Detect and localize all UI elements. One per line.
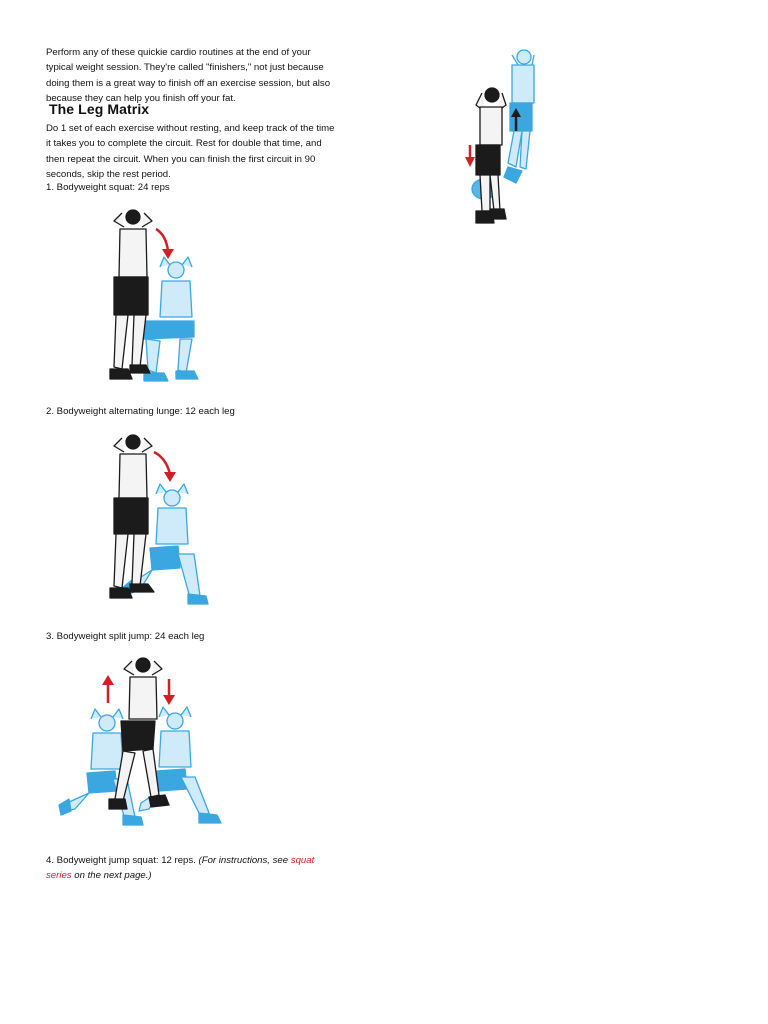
exercise-4-note-suffix: on the next page.) xyxy=(74,870,152,882)
down-arrow-icon xyxy=(154,452,170,474)
exercise-4-note: (For instructions, see xyxy=(198,855,289,866)
down-arrow-icon xyxy=(156,229,168,251)
blue-figure xyxy=(144,257,198,381)
exercise-2-label: 2. Bodyweight alternating lunge: 12 each leg xyxy=(46,406,235,417)
intro-paragraph xyxy=(46,45,366,106)
squat-series-link[interactable]: series xyxy=(46,870,72,882)
dark-figure xyxy=(476,88,506,223)
instructions-line: then repeat the circuit. When you can finish the first circuit in 90 xyxy=(46,153,316,165)
split-jump-illustration xyxy=(55,655,235,835)
lunge-illustration xyxy=(100,430,220,610)
squat-illustration xyxy=(100,205,210,390)
squat-series-link[interactable]: squat xyxy=(290,855,315,866)
dark-figure xyxy=(110,210,152,379)
exercise-4-text: 4. Bodyweight jump squat: 12 reps. xyxy=(46,855,196,866)
intro-line: doing them is a great way to finish off an exercise session, but also xyxy=(46,77,331,89)
intro-line: typical weight session. They're called "finishers," not just because xyxy=(46,62,324,74)
exercise-1-label: 1. Bodyweight squat: 24 reps xyxy=(46,182,170,193)
instructions-line: it takes you to complete the circuit. Rest for double that time, and xyxy=(46,138,322,150)
instructions-paragraph xyxy=(46,121,366,182)
intro-line: because they can help you finish off your fat. xyxy=(46,92,236,104)
instructions-line: seconds, skip the rest period. xyxy=(46,168,171,180)
exercise-4-label xyxy=(46,853,366,884)
section-title: The Leg Matrix xyxy=(49,101,150,117)
exercise-3-label: 3. Bodyweight split jump: 24 each leg xyxy=(46,631,205,642)
intro-line: Perform any of these quickie cardio routines at the end of your xyxy=(46,47,311,58)
instructions-line: Do 1 set of each exercise without resting, and keep track of the time xyxy=(46,123,335,134)
jump-squat-illustration xyxy=(462,45,552,230)
